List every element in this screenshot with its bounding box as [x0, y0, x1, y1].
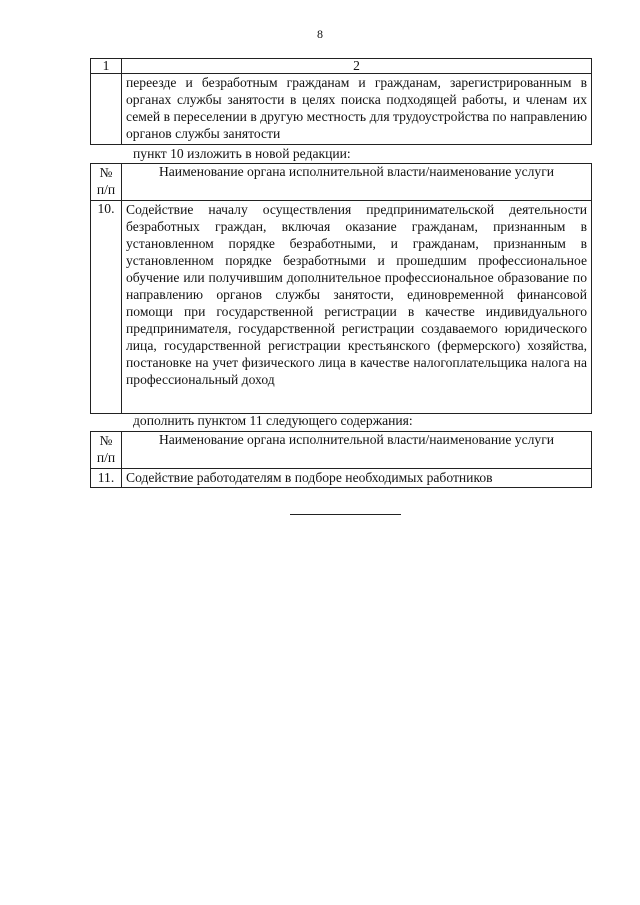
row-number-cell: 11. — [91, 469, 122, 488]
closing-divider — [290, 514, 401, 515]
page-number: 8 — [317, 27, 323, 41]
row-number-cell — [91, 74, 122, 145]
table-row — [91, 469, 592, 488]
column-number-1: 1 — [91, 59, 122, 74]
header-name-cell: Наименование органа исполнительной власти/наименование услуги — [122, 432, 592, 469]
table-header-row — [91, 432, 592, 469]
amendment-instruction-10: пункт 10 изложить в новой редакции: — [133, 146, 351, 161]
service-text: Содействие началу осуществления предпринимательской деятельности безработных граждан, включая оказание гражданам, признанным в установленном порядке безработными, и гражданам, признанным в установленном порядке безработными и прошедшим профессиональное обучение или получившим дополнительное профессиональное образование по направлению органов службы занятости, единовременной финансовой помощи при государственной регистрации в качестве индивидуального предпринимателя, государственной регистрации создаваемого юридического лица, государственной регистрации крестьянского (фермерского) хозяйства, постановке на учет физического лица в качестве налогоплательщика налога на профессиональный доход — [122, 201, 592, 414]
row-number-cell: 10. — [91, 201, 122, 414]
amendment-instruction-11: дополнить пунктом 11 следующего содержания: — [133, 413, 413, 428]
item-10-table — [90, 163, 592, 414]
column-number-2: 2 — [122, 59, 592, 74]
table-row — [91, 201, 592, 414]
continued-service-text: переезде и безработным гражданам и гражданам, зарегистрированным в органах службы занятости в целях поиска подходящей работы, и членам их семей в переселении в другую местность для трудоустройства по направлению органов службы занятости — [122, 74, 592, 145]
column-number-row — [91, 59, 592, 74]
table-header-row — [91, 164, 592, 201]
header-name-cell: Наименование органа исполнительной власти/наименование услуги — [122, 164, 592, 201]
continued-services-table — [90, 58, 592, 145]
table-row — [91, 74, 592, 145]
header-number-cell: № п/п — [91, 164, 122, 201]
item-11-table — [90, 431, 592, 488]
header-number-cell: № п/п — [91, 432, 122, 469]
service-text: Содействие работодателям в подборе необходимых работников — [122, 469, 592, 488]
